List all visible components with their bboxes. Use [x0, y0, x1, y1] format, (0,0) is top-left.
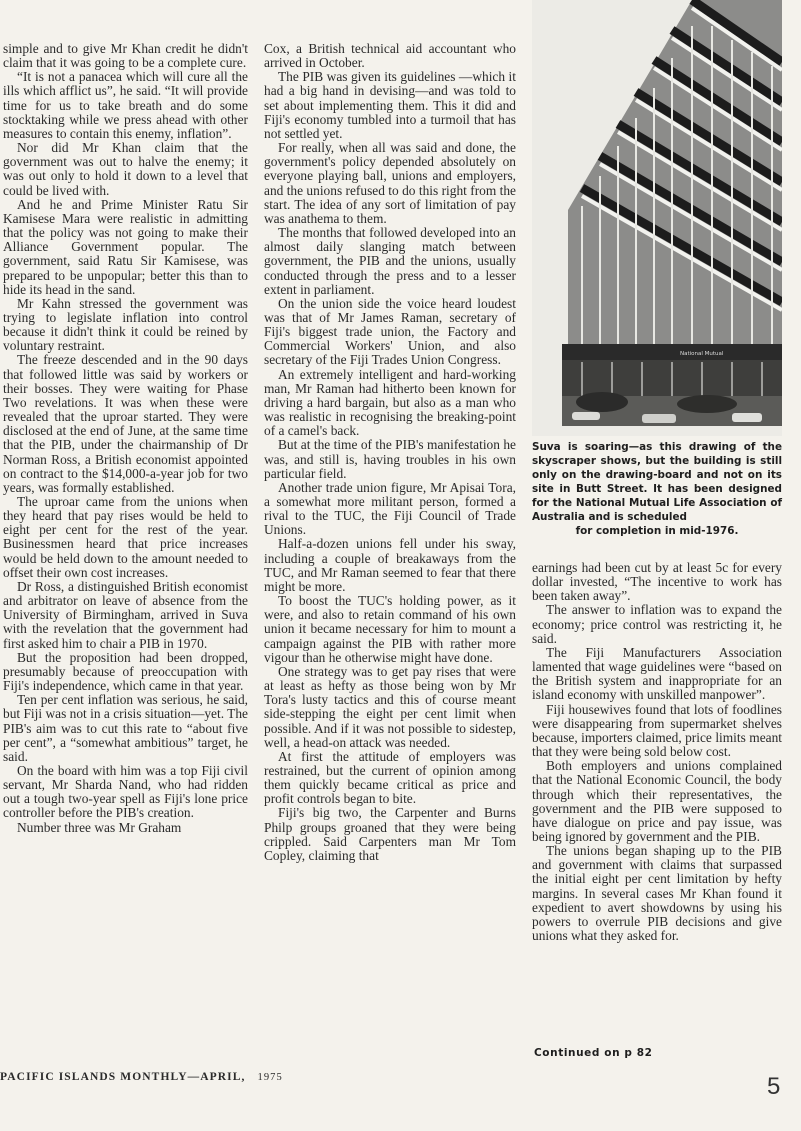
article-column-3	[532, 561, 782, 943]
paragraph: The months that followed developed into an almost daily slanging match between government, the PIB and the unions, usually conducted through the press and to a lesser extent in parliament.	[264, 225, 516, 297]
paragraph: The unions began shaping up to the PIB and government with claims that surpassed the initial eight per cent limitation by hefty margins. In several cases Mr Khan found it expedient to avert showdowns by using his powers to overrule PIB decisions and give unions what they asked for.	[532, 843, 782, 944]
paragraph: One strategy was to get pay rises that were at least as hefty as those being won by Mr Tora's lusty tactics and this of course meant side-stepping the eight per cent limit when possible. And if it was not possible to sidestep, well, a head-on attack was needed.	[264, 663, 516, 750]
paragraph: earnings had been cut by at least 5c for every dollar invested, “The incentive to work has been taken away”.	[532, 560, 782, 604]
paragraph: simple and to give Mr Khan credit he didn't claim that it was going to be a complete cure.	[3, 41, 248, 71]
paragraph: Nor did Mr Khan claim that the government was out to halve the enemy; it was out only to hold it down to a level that could be lived with.	[3, 140, 248, 198]
building-drawing	[532, 0, 782, 436]
paragraph: Number three was Mr Graham	[17, 819, 182, 835]
paragraph: But at the time of the PIB's manifestation he was, and still is, having troubles in his own particular field.	[264, 437, 516, 481]
paragraph: Fiji's big two, the Carpenter and Burns Philp groups groaned that they were being crippled. Said Carpenters man Mr Tom Copley, claiming that	[264, 805, 516, 863]
paragraph: The answer to inflation was to expand the economy; price control was restricting it, he said.	[532, 602, 782, 646]
paragraph: An extremely intelligent and hard-working man, Mr Raman had hitherto been known for driving a hard bargain, but also as a man who was realistic in recognising the breaking-point of a camel's back.	[264, 366, 516, 439]
paragraph: The PIB was given its guidelines —which it had a big hand in devising—and was told to set about implementing them. This it did and Fiji's economy tumbled into a turmoil that has not settled yet.	[264, 69, 516, 141]
caption-last-line: for completion in mid-1976.	[575, 525, 739, 537]
caption-text: Suva is soaring—as this drawing of the skyscraper shows, but the building is still only on the drawing-board and not on its site in Butt Street. It has been designed for the National Mutual Life Association of Australia and is scheduled	[532, 441, 782, 523]
paragraph: And he and Prime Minister Ratu Sir Kamisese Mara were realistic in admitting that the policy was not going to make their Alliance Government popular. The government, said Ratu Sir Kamisese, was prepared to be unpopular; better this than to hide its head in the sand.	[3, 196, 248, 297]
article-column-2	[264, 42, 516, 863]
photo-caption	[532, 440, 782, 538]
paragraph: The uproar came from the unions when they heard that pay rises would be held to eight per cent for the rest of the year. Businessmen heard that price increases would be held down to the amount needed to offset their own cost increases.	[3, 494, 248, 580]
magazine-title: PACIFIC ISLANDS MONTHLY—APRIL,	[0, 1071, 246, 1083]
paragraph: At first the attitude of employers was restrained, but the current of opinion among them quickly became critical as price and profit controls began to bite.	[264, 748, 516, 807]
paragraph: Both employers and unions complained that the National Economic Council, the body through which their representatives, the government and the PIB were supposed to have dialogue on price and pay issue, was being ignored by government and the PIB.	[532, 758, 782, 844]
paragraph: On the board with him was a top Fiji civil servant, Mr Sharda Nand, who had ridden out a tough two-year spell as Fiji's lone price controller before the PIB's creation.	[3, 762, 248, 821]
issue-year: 1975	[257, 1072, 283, 1083]
page-number: 5	[767, 1073, 781, 1100]
continued-note: Continued on p 82	[534, 1047, 653, 1059]
paragraph: But the proposition had been dropped, presumably because of preoccupation with Fiji's independence, which came in that year.	[3, 649, 248, 694]
article-column-1	[3, 42, 248, 835]
paragraph: Ten per cent inflation was serious, he said, but Fiji was not in a crisis situation—yet. The PIB's aim was to cut this rate to “about five per cent”, a “somewhat ambitious” target, he said.	[3, 692, 248, 764]
paragraph: Half-a-dozen unions fell under his sway, including a couple of breakaways from the TUC, and Mr Raman seemed to fear that there might be more.	[264, 536, 516, 594]
paragraph: The freeze descended and in the 90 days that followed little was said by workers or their bosses. They were waiting for Phase Two revelations. It was when these were revealed that the uproar started. They were disclosed at the end of June, at the same time that the PIB, under the chairmanship of Dr Norman Ross, a British economist appointed on contract to the $14,000-a-year job for two years, was formally established.	[3, 352, 248, 495]
paragraph: On the union side the voice heard loudest was that of Mr James Raman, secretary of Fiji's biggest trade union, the Factory and Commercial Workers' Union, and also secretary of the Fiji Trades Union Congress.	[264, 295, 516, 368]
paragraph: Mr Kahn stressed the government was trying to legislate inflation into control because it didn't think it could be reined by voluntary restraint.	[3, 295, 248, 354]
paragraph: Fiji housewives found that lots of foodlines were disappearing from supermarket shelves because, importers claimed, price limits meant that they were being sold below cost.	[532, 701, 782, 760]
paragraph: To boost the TUC's holding power, as it were, and also to retain command of his own union it became necessary for him to mount a campaign against the PIB with rather more vigour than he otherwise might have done.	[264, 593, 516, 665]
paragraph: “It is not a panacea which will cure all the ills which afflict us”, he said. “It will provide time for us to take breath and do some stocktaking while we press ahead with other measures to contain this enemy, inflation”.	[3, 69, 248, 141]
paragraph: Cox, a British technical aid accountant who arrived in October.	[264, 41, 516, 71]
svg-text:National Mutual: National Mutual	[680, 351, 724, 357]
paragraph: The Fiji Manufacturers Association lamented that wage guidelines were “based on the British system and inappropriate for an island economy with unskilled manpower”.	[532, 644, 782, 703]
paragraph: For really, when all was said and done, the government's policy depended absolutely on everyone playing ball, unions and employers, and the unions refused to do this right from the start. The idea of any sort of limitation of pay was anathema to them.	[264, 140, 516, 226]
paragraph: Another trade union figure, Mr Apisai Tora, a somewhat more militant person, formed a rival to the TUC, the Fiji Council of Trade Unions.	[264, 479, 516, 538]
page-footer	[0, 1071, 283, 1083]
paragraph: Dr Ross, a distinguished British economist and arbitrator on leave of absence from the University of Birmingham, arrived in Suva with the revelation that the government had first asked him to chair a PIB in 1970.	[3, 578, 248, 651]
